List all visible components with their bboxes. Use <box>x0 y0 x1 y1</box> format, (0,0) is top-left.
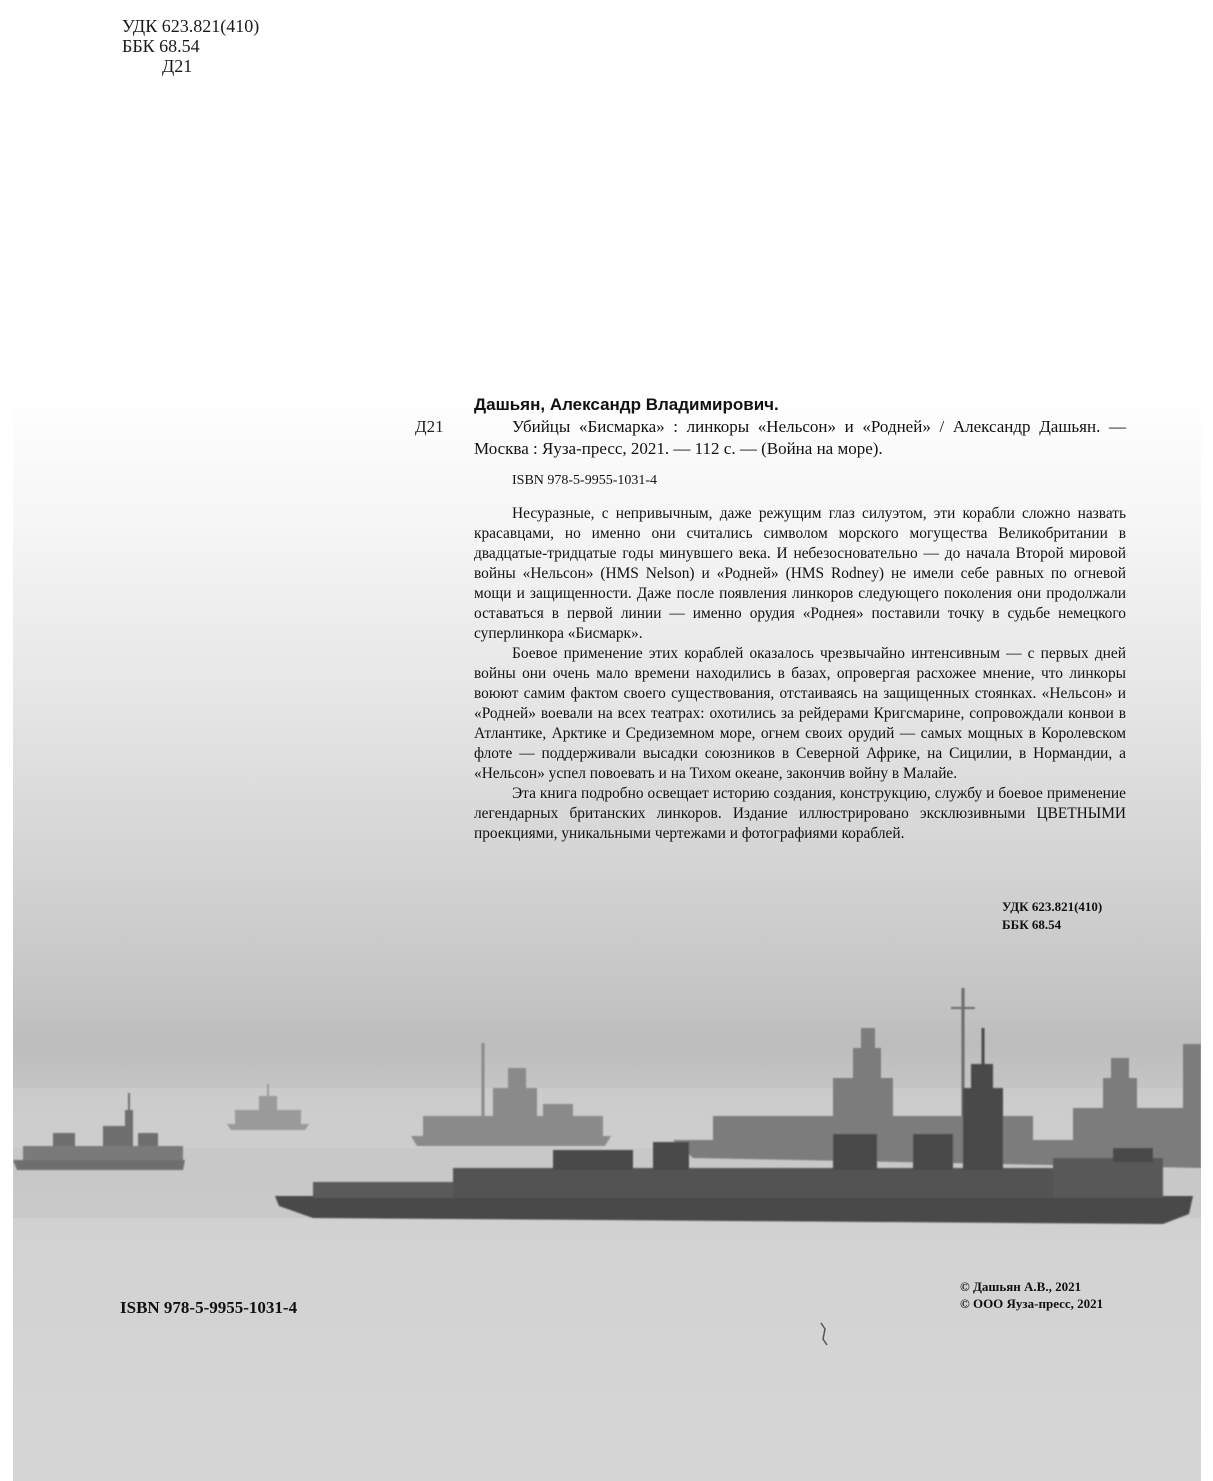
copyright-notice <box>960 1278 1103 1312</box>
bbk-code-right: ББК 68.54 <box>1002 917 1062 932</box>
bibliographic-record <box>474 394 1126 844</box>
author-name: Дашьян, Александр Владимирович. <box>474 395 779 414</box>
bbk-code: ББК 68.54 <box>122 36 200 56</box>
classification-codes-right <box>1002 898 1102 934</box>
isbn-inline: ISBN 978-5-9955-1031-4 <box>512 473 658 488</box>
isbn-bottom: ISBN 978-5-9955-1031-4 <box>120 1298 298 1317</box>
annotation-paragraph: Эта книга подробно освещает историю создания, конструкцию, службу и боевое применение легендарных британских линкоров. Издание иллюстрировано эксклюзивными ЦВЕТНЫМИ проекциями, уникальными чертежами и фотографиями кораблей. <box>474 785 1126 842</box>
top-classification-codes <box>122 16 259 76</box>
copyright-publisher: © ООО Яуза-пресс, 2021 <box>960 1296 1104 1311</box>
annotation-paragraph: Несуразные, с непривычным, даже режущим глаз силуэтом, эти корабли сложно назвать красавцами, но именно они считались символом морского могущества Великобритании в двадцатые-тридцатые годы минувшего века. И небезосновательно — до начала Второй мировой войны «Нельсон» (HMS Nelson) и «Родней» (HMS Rodney) не имели себе равных по огневой мощи и защищенности. Даже после появления линкоров следующего поколения они продолжали оставаться в первой линии — именно орудия «Роднея» поставили точку в судьбе немецкого суперлинкора «Бисмарк». <box>474 505 1126 642</box>
book-title-record: Убийцы «Бисмарка» : линкоры «Нельсон» и «Родней» / Александр Дашьян. — Москва : Яуза-пресс, 2021. — 112 с. — (Война на море). <box>474 417 1126 458</box>
annotation-paragraph: Боевое применение этих кораблей оказалось чрезвычайно интенсивным — с первых дней войны они очень мало времени находились в базах, опровергая расхожее мнение, что линкоры воюют самим фактом своего существования, отстаиваясь на защищенных стоянках. «Нельсон» и «Родней» воевали на всех театрах: охотились за рейдерами Кригсмарине, сопровождали конвои в Атлантике, Арктике и Средиземном море, огнем своих орудий — самых мощных в Королевском флоте — поддерживали высадки союзников в Северной Африке, на Сицилии, в Нормандии, а «Нельсон» успел повоевать и на Тихом океане, закончив войну в Малайе. <box>474 645 1126 782</box>
author-mark: Д21 <box>162 56 193 76</box>
udk-code: УДК 623.821(410) <box>122 16 260 36</box>
side-author-mark: Д21 <box>415 417 444 436</box>
annotation <box>474 504 1126 844</box>
udk-code-right: УДК 623.821(410) <box>1002 899 1103 914</box>
copyright-author: © Дашьян А.В., 2021 <box>960 1279 1082 1294</box>
